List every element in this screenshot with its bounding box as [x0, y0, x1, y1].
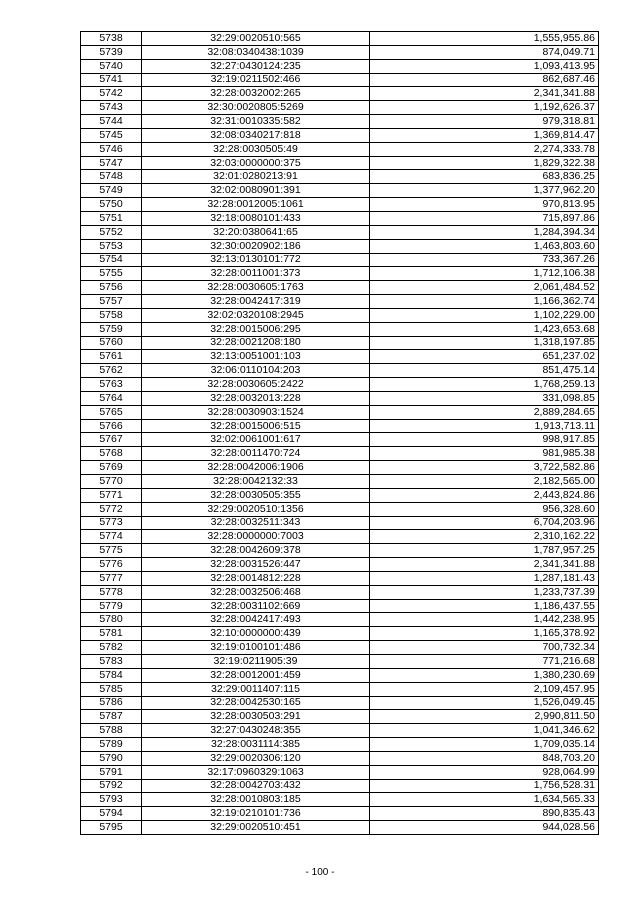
value-cell: 1,380,230.69	[370, 668, 599, 682]
table-row	[81, 585, 599, 599]
table-row	[81, 322, 599, 336]
row-number-cell: 5741	[81, 73, 142, 87]
value-cell: 733,367.26	[370, 253, 599, 267]
table-row	[81, 239, 599, 253]
row-number-cell: 5778	[81, 585, 142, 599]
cadastral-number-cell: 32:28:0042132:33	[142, 475, 370, 489]
value-cell: 1,233,737.39	[370, 585, 599, 599]
cadastral-number-cell: 32:06:0110104:203	[142, 364, 370, 378]
value-cell: 1,768,259.13	[370, 378, 599, 392]
table-row	[81, 627, 599, 641]
value-cell: 1,829,322.38	[370, 156, 599, 170]
table-row	[81, 502, 599, 516]
table-row	[81, 807, 599, 821]
table-row	[81, 447, 599, 461]
value-cell: 1,102,229.00	[370, 308, 599, 322]
value-cell: 1,712,106.38	[370, 267, 599, 281]
table-row	[81, 405, 599, 419]
table-row	[81, 281, 599, 295]
cadastral-number-cell: 32:30:0020805:5269	[142, 101, 370, 115]
value-cell: 6,704,203.96	[370, 516, 599, 530]
row-number-cell: 5742	[81, 87, 142, 101]
value-cell: 651,237.02	[370, 350, 599, 364]
table-row	[81, 613, 599, 627]
value-cell: 874,049.71	[370, 45, 599, 59]
row-number-cell: 5784	[81, 668, 142, 682]
row-number-cell: 5740	[81, 59, 142, 73]
cadastral-number-cell: 32:29:0011407:115	[142, 682, 370, 696]
cadastral-number-cell: 32:17:0960329:1063	[142, 765, 370, 779]
row-number-cell: 5753	[81, 239, 142, 253]
table-row	[81, 751, 599, 765]
row-number-cell: 5738	[81, 32, 142, 46]
row-number-cell: 5765	[81, 405, 142, 419]
cadastral-number-cell: 32:28:0042609:378	[142, 544, 370, 558]
value-cell: 1,709,035.14	[370, 738, 599, 752]
row-number-cell: 5767	[81, 433, 142, 447]
row-number-cell: 5785	[81, 682, 142, 696]
cadastral-number-cell: 32:28:0015006:515	[142, 419, 370, 433]
row-number-cell: 5772	[81, 502, 142, 516]
cadastral-number-cell: 32:30:0020902:186	[142, 239, 370, 253]
table-body	[81, 32, 599, 835]
row-number-cell: 5750	[81, 198, 142, 212]
cadastral-number-cell: 32:28:0011470:724	[142, 447, 370, 461]
cadastral-number-cell: 32:28:0031526:447	[142, 558, 370, 572]
row-number-cell: 5751	[81, 211, 142, 225]
value-cell: 2,990,811.50	[370, 710, 599, 724]
cadastral-number-cell: 32:19:0211905:39	[142, 654, 370, 668]
table-row	[81, 87, 599, 101]
value-cell: 2,109,457.95	[370, 682, 599, 696]
table-row	[81, 488, 599, 502]
value-cell: 1,442,238.95	[370, 613, 599, 627]
cadastral-number-cell: 32:03:0000000:375	[142, 156, 370, 170]
table-row	[81, 682, 599, 696]
row-number-cell: 5776	[81, 558, 142, 572]
row-number-cell: 5780	[81, 613, 142, 627]
row-number-cell: 5744	[81, 115, 142, 129]
table-row	[81, 59, 599, 73]
value-cell: 998,917.85	[370, 433, 599, 447]
row-number-cell: 5771	[81, 488, 142, 502]
table-row	[81, 391, 599, 405]
row-number-cell: 5756	[81, 281, 142, 295]
cadastral-number-cell: 32:20:0380641:65	[142, 225, 370, 239]
row-number-cell: 5757	[81, 295, 142, 309]
cadastral-number-cell: 32:28:0031114:385	[142, 738, 370, 752]
table-row	[81, 654, 599, 668]
cadastral-number-cell: 32:28:0011001:373	[142, 267, 370, 281]
value-cell: 1,369,814.47	[370, 128, 599, 142]
row-number-cell: 5777	[81, 571, 142, 585]
cadastral-number-cell: 32:28:0042006:1906	[142, 461, 370, 475]
cadastral-number-cell: 32:19:0211502:466	[142, 73, 370, 87]
table-row	[81, 350, 599, 364]
value-cell: 2,341,341.88	[370, 558, 599, 572]
row-number-cell: 5793	[81, 793, 142, 807]
row-number-cell: 5774	[81, 530, 142, 544]
cadastral-number-cell: 32:28:0030903:1524	[142, 405, 370, 419]
cadastral-number-cell: 32:31:0010335:582	[142, 115, 370, 129]
cadastral-number-cell: 32:19:0210101:736	[142, 807, 370, 821]
row-number-cell: 5745	[81, 128, 142, 142]
cadastral-number-cell: 32:02:0320108:2945	[142, 308, 370, 322]
row-number-cell: 5759	[81, 322, 142, 336]
cadastral-number-cell: 32:29:0020510:451	[142, 821, 370, 835]
cadastral-number-cell: 32:28:0012001:459	[142, 668, 370, 682]
table-row	[81, 101, 599, 115]
table-row	[81, 571, 599, 585]
table-row	[81, 821, 599, 835]
cadastral-number-cell: 32:19:0100101:486	[142, 641, 370, 655]
cadastral-number-cell: 32:10:0000000:439	[142, 627, 370, 641]
row-number-cell: 5794	[81, 807, 142, 821]
table-row	[81, 724, 599, 738]
value-cell: 715,897.86	[370, 211, 599, 225]
table-row	[81, 128, 599, 142]
row-number-cell: 5749	[81, 184, 142, 198]
row-number-cell: 5743	[81, 101, 142, 115]
cadastral-number-cell: 32:28:0010803:185	[142, 793, 370, 807]
table-row	[81, 419, 599, 433]
value-cell: 1,463,803.60	[370, 239, 599, 253]
cadastral-number-cell: 32:08:0340217:818	[142, 128, 370, 142]
table-row	[81, 364, 599, 378]
table-row	[81, 142, 599, 156]
cadastral-number-cell: 32:13:0051001:103	[142, 350, 370, 364]
value-cell: 956,328.60	[370, 502, 599, 516]
table-row	[81, 530, 599, 544]
table-row	[81, 225, 599, 239]
table-row	[81, 170, 599, 184]
row-number-cell: 5758	[81, 308, 142, 322]
table-row	[81, 295, 599, 309]
table-row	[81, 668, 599, 682]
value-cell: 1,526,049.45	[370, 696, 599, 710]
table-row	[81, 32, 599, 46]
cadastral-number-cell: 32:28:0000000:7003	[142, 530, 370, 544]
value-cell: 979,318.81	[370, 115, 599, 129]
cadastral-number-cell: 32:28:0031102:669	[142, 599, 370, 613]
value-cell: 2,443,824.86	[370, 488, 599, 502]
cadastral-number-cell: 32:29:0020510:1356	[142, 502, 370, 516]
value-cell: 1,756,528.31	[370, 779, 599, 793]
row-number-cell: 5739	[81, 45, 142, 59]
value-cell: 1,186,437.55	[370, 599, 599, 613]
row-number-cell: 5762	[81, 364, 142, 378]
row-number-cell: 5761	[81, 350, 142, 364]
cadastral-number-cell: 32:28:0021208:180	[142, 336, 370, 350]
cadastral-number-cell: 32:28:0030605:2422	[142, 378, 370, 392]
value-cell: 1,555,955.86	[370, 32, 599, 46]
cadastral-number-cell: 32:28:0030505:49	[142, 142, 370, 156]
cadastral-number-cell: 32:28:0030505:355	[142, 488, 370, 502]
value-cell: 2,061,484.52	[370, 281, 599, 295]
value-cell: 851,475.14	[370, 364, 599, 378]
value-cell: 2,274,333.78	[370, 142, 599, 156]
row-number-cell: 5766	[81, 419, 142, 433]
row-number-cell: 5768	[81, 447, 142, 461]
cadastral-number-cell: 32:08:0340438:1039	[142, 45, 370, 59]
value-cell: 1,318,197.85	[370, 336, 599, 350]
row-number-cell: 5775	[81, 544, 142, 558]
row-number-cell: 5779	[81, 599, 142, 613]
page-number: - 100 -	[305, 867, 335, 878]
row-number-cell: 5795	[81, 821, 142, 835]
cadastral-number-cell: 32:28:0032511:343	[142, 516, 370, 530]
row-number-cell: 5791	[81, 765, 142, 779]
cadastral-number-cell: 32:02:0061001:617	[142, 433, 370, 447]
value-cell: 1,166,362.74	[370, 295, 599, 309]
value-cell: 771,216.68	[370, 654, 599, 668]
table-row	[81, 211, 599, 225]
table-row	[81, 738, 599, 752]
table-row	[81, 779, 599, 793]
table-row	[81, 696, 599, 710]
value-cell: 1,377,962.20	[370, 184, 599, 198]
cadastral-number-cell: 32:18:0080101:433	[142, 211, 370, 225]
value-cell: 1,913,713.11	[370, 419, 599, 433]
row-number-cell: 5786	[81, 696, 142, 710]
cadastral-value-table	[80, 31, 599, 835]
value-cell: 1,423,653.68	[370, 322, 599, 336]
cadastral-number-cell: 32:02:0080901:391	[142, 184, 370, 198]
value-cell: 331,098.85	[370, 391, 599, 405]
table-row	[81, 433, 599, 447]
value-cell: 1,093,413.95	[370, 59, 599, 73]
cadastral-number-cell: 32:27:0430248:355	[142, 724, 370, 738]
row-number-cell: 5747	[81, 156, 142, 170]
value-cell: 700,732.34	[370, 641, 599, 655]
cadastral-number-cell: 32:28:0030503:291	[142, 710, 370, 724]
cadastral-number-cell: 32:28:0012005:1061	[142, 198, 370, 212]
cadastral-number-cell: 32:28:0032506:468	[142, 585, 370, 599]
value-cell: 928,064.99	[370, 765, 599, 779]
value-cell: 2,182,565.00	[370, 475, 599, 489]
row-number-cell: 5781	[81, 627, 142, 641]
value-cell: 3,722,582.86	[370, 461, 599, 475]
table-row	[81, 544, 599, 558]
row-number-cell: 5769	[81, 461, 142, 475]
row-number-cell: 5782	[81, 641, 142, 655]
table-row	[81, 184, 599, 198]
value-cell: 2,310,162.22	[370, 530, 599, 544]
row-number-cell: 5788	[81, 724, 142, 738]
value-cell: 2,341,341.88	[370, 87, 599, 101]
value-cell: 944,028.56	[370, 821, 599, 835]
table-row	[81, 198, 599, 212]
table-row	[81, 378, 599, 392]
table-row	[81, 156, 599, 170]
cadastral-number-cell: 32:28:0014812:228	[142, 571, 370, 585]
cadastral-number-cell: 32:29:0020306:120	[142, 751, 370, 765]
value-cell: 981,985.38	[370, 447, 599, 461]
value-cell: 1,165,378.92	[370, 627, 599, 641]
value-cell: 1,287,181.43	[370, 571, 599, 585]
value-cell: 2,889,284.65	[370, 405, 599, 419]
table-row	[81, 336, 599, 350]
row-number-cell: 5792	[81, 779, 142, 793]
cadastral-number-cell: 32:29:0020510:565	[142, 32, 370, 46]
row-number-cell: 5746	[81, 142, 142, 156]
table-row	[81, 710, 599, 724]
row-number-cell: 5760	[81, 336, 142, 350]
value-cell: 970,813.95	[370, 198, 599, 212]
cadastral-number-cell: 32:28:0032002:265	[142, 87, 370, 101]
row-number-cell: 5770	[81, 475, 142, 489]
row-number-cell: 5748	[81, 170, 142, 184]
cadastral-number-cell: 32:28:0032013:228	[142, 391, 370, 405]
row-number-cell: 5764	[81, 391, 142, 405]
table-row	[81, 516, 599, 530]
table-row	[81, 73, 599, 87]
table-row	[81, 45, 599, 59]
table-row	[81, 475, 599, 489]
value-cell: 1,284,394.34	[370, 225, 599, 239]
table-row	[81, 558, 599, 572]
cadastral-number-cell: 32:28:0042703:432	[142, 779, 370, 793]
row-number-cell: 5790	[81, 751, 142, 765]
cadastral-number-cell: 32:28:0042530:165	[142, 696, 370, 710]
row-number-cell: 5773	[81, 516, 142, 530]
value-cell: 1,787,957.25	[370, 544, 599, 558]
table-row	[81, 793, 599, 807]
cadastral-number-cell: 32:28:0015006:295	[142, 322, 370, 336]
cadastral-number-cell: 32:13:0130101:772	[142, 253, 370, 267]
value-cell: 848,703.20	[370, 751, 599, 765]
value-cell: 862,687.46	[370, 73, 599, 87]
value-cell: 683,836.25	[370, 170, 599, 184]
row-number-cell: 5754	[81, 253, 142, 267]
table-row	[81, 308, 599, 322]
row-number-cell: 5763	[81, 378, 142, 392]
row-number-cell: 5783	[81, 654, 142, 668]
value-cell: 1,041,346.62	[370, 724, 599, 738]
cadastral-number-cell: 32:28:0030605:1763	[142, 281, 370, 295]
row-number-cell: 5789	[81, 738, 142, 752]
value-cell: 890,835.43	[370, 807, 599, 821]
table-row	[81, 599, 599, 613]
table-row	[81, 267, 599, 281]
cadastral-number-cell: 32:28:0042417:493	[142, 613, 370, 627]
table-row	[81, 253, 599, 267]
cadastral-number-cell: 32:01:0280213:91	[142, 170, 370, 184]
table-row	[81, 461, 599, 475]
cadastral-number-cell: 32:27:0430124:235	[142, 59, 370, 73]
value-cell: 1,192,626.37	[370, 101, 599, 115]
table-row	[81, 765, 599, 779]
value-cell: 1,634,565.33	[370, 793, 599, 807]
cadastral-number-cell: 32:28:0042417:319	[142, 295, 370, 309]
table-row	[81, 641, 599, 655]
row-number-cell: 5787	[81, 710, 142, 724]
row-number-cell: 5752	[81, 225, 142, 239]
table-row	[81, 115, 599, 129]
row-number-cell: 5755	[81, 267, 142, 281]
